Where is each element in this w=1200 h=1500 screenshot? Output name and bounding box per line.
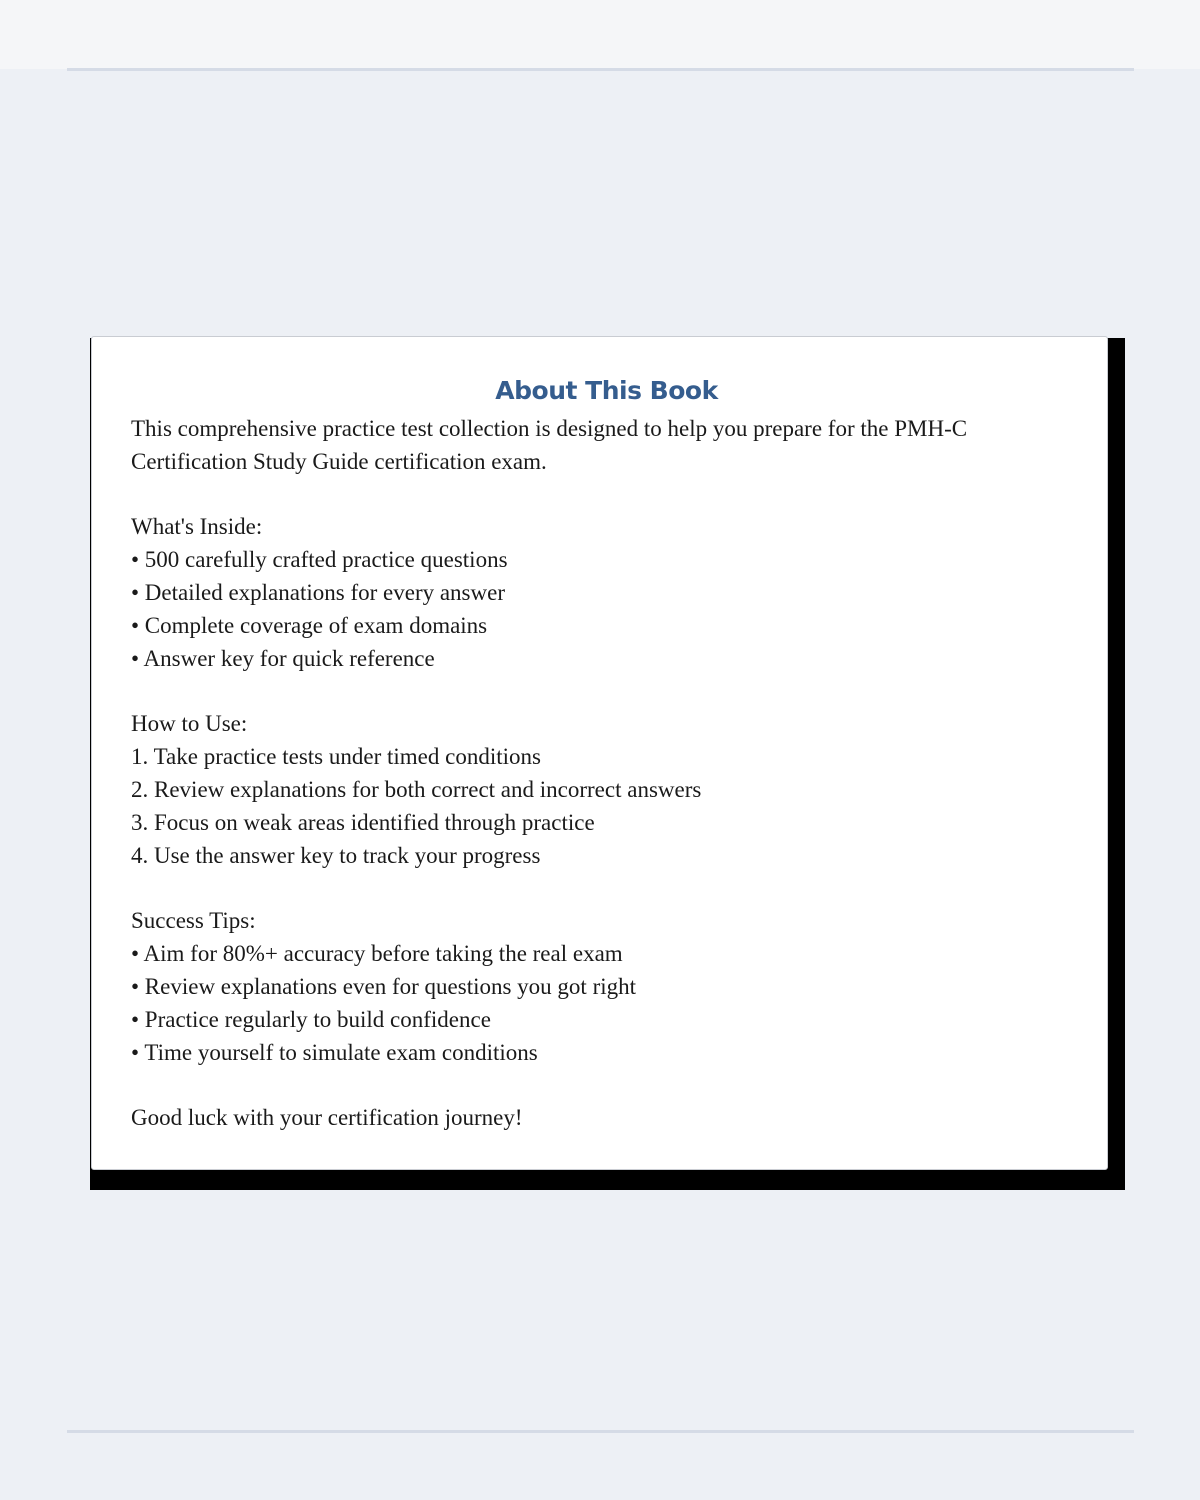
inside-heading: What's Inside: [131, 514, 263, 539]
howto-heading: How to Use: [131, 711, 248, 736]
top-band [0, 0, 1200, 69]
inside-item: • Answer key for quick reference [131, 646, 435, 671]
top-divider [67, 68, 1134, 71]
tips-heading: Success Tips: [131, 908, 256, 933]
bottom-divider [67, 1430, 1134, 1433]
howto-item: 3. Focus on weak areas identified through practice [131, 810, 595, 835]
intro-line-1: This comprehensive practice test collection is designed to help you prepare for the PMH-C [131, 416, 968, 441]
inside-item: • 500 carefully crafted practice questions [131, 547, 508, 572]
inside-item: • Complete coverage of exam domains [131, 613, 488, 638]
tips-item: • Review explanations even for questions you got right [131, 974, 637, 999]
howto-item: 4. Use the answer key to track your progress [131, 843, 541, 868]
intro-line-2: Certification Study Guide certification exam. [131, 449, 547, 474]
howto-item: 1. Take practice tests under timed conditions [131, 744, 541, 769]
howto-item: 2. Review explanations for both correct and incorrect answers [131, 777, 702, 802]
tips-item: • Aim for 80%+ accuracy before taking the real exam [131, 941, 623, 966]
document-body [131, 412, 1081, 1134]
tips-item: • Time yourself to simulate exam conditions [131, 1040, 538, 1065]
page-title: About This Book [495, 376, 718, 405]
closing-line: Good luck with your certification journey! [131, 1105, 523, 1130]
inside-item: • Detailed explanations for every answer [131, 580, 505, 605]
tips-item: • Practice regularly to build confidence [131, 1007, 491, 1032]
